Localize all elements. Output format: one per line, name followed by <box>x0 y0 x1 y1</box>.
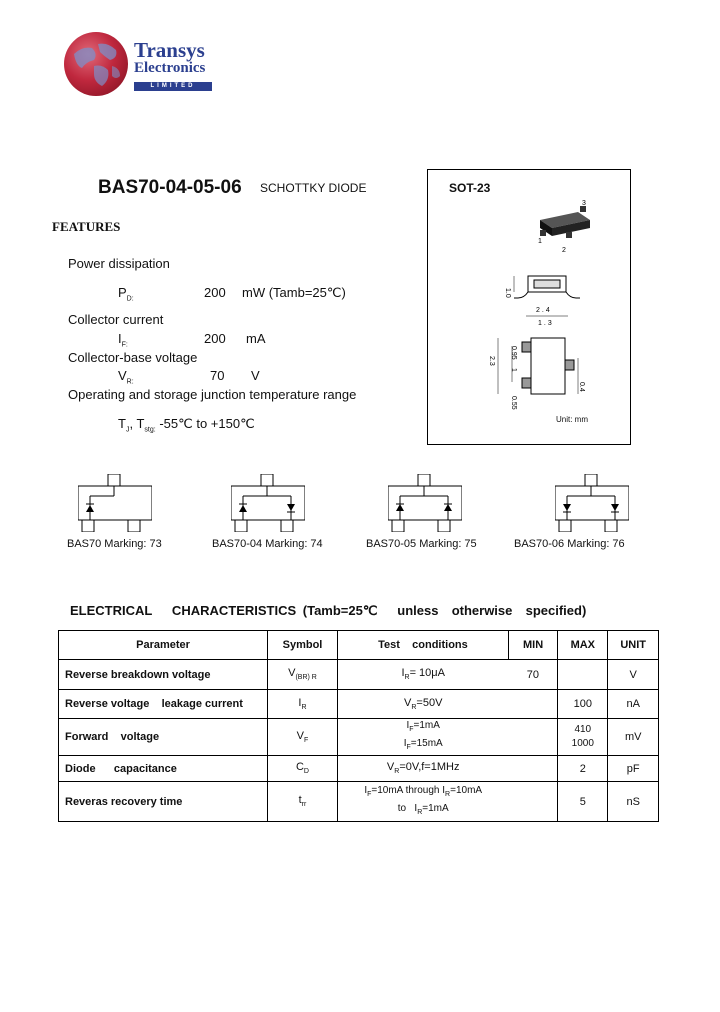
row-min: 70 <box>509 660 558 690</box>
header-unit: UNIT <box>608 631 659 660</box>
table-row <box>59 660 659 690</box>
row-symbol: $V_F$ <box>268 719 338 756</box>
row-parameter: Forward voltage <box>59 719 268 756</box>
dim-2-4: 2.4 <box>536 307 552 314</box>
row-conditions: $I_F=1mA$ $I_F=15mA$ <box>337 719 508 756</box>
row-unit: nS <box>608 782 659 822</box>
header-min: MIN <box>509 631 558 660</box>
vr-unit: V <box>251 368 260 383</box>
dim-1-3: 1.3 <box>538 320 554 327</box>
diode-icon <box>611 504 619 511</box>
diode-icon <box>563 504 571 511</box>
row-conditions: $I_F=10mA$ through $I_R=10mA$ to $I_R=1mA$ <box>337 782 508 822</box>
vr-value: 70 <box>210 368 225 383</box>
package-title: SOT-23 <box>449 181 491 195</box>
dim-1: 1 <box>510 368 517 372</box>
row-max: 100 <box>558 690 608 719</box>
row-min <box>509 690 558 719</box>
row-unit: nA <box>608 690 659 719</box>
row-max: 410 1000 <box>558 719 608 756</box>
pd-unit: mW (Tamb=25℃) <box>242 285 346 300</box>
company-logo-globe <box>64 32 128 96</box>
collector-current-label: Collector current <box>68 312 164 327</box>
features-heading: FEATURES <box>52 219 121 234</box>
row-symbol: $t_{rr}$ <box>268 782 338 822</box>
row-parameter: Reverse voltage leakage current <box>59 690 268 719</box>
electrical-characteristics-table <box>58 630 659 822</box>
pin1-label: 1 <box>538 238 542 245</box>
header-symbol: Symbol <box>268 631 338 660</box>
dim-0-4: 0.4 <box>578 382 585 392</box>
company-subname: Electronics <box>134 60 206 76</box>
diode-icon <box>239 505 247 512</box>
table-row <box>59 690 659 719</box>
company-limited-tag: LIMITED <box>134 82 212 91</box>
row-parameter: Diode capacitance <box>59 756 268 782</box>
pd-value: 200 <box>204 285 226 300</box>
row-min <box>509 756 558 782</box>
sot23-side-view <box>514 276 580 298</box>
row-unit: pF <box>608 756 659 782</box>
row-conditions: $V_R=50V$ <box>337 690 508 719</box>
row-symbol: $I_R$ <box>268 690 338 719</box>
globe-icon <box>64 32 128 96</box>
row-unit: mV <box>608 719 659 756</box>
dim-1-0: 1.0 <box>504 288 511 298</box>
header-parameter: Parameter <box>59 631 268 660</box>
table-row <box>59 756 659 782</box>
bas70-06-marking-caption: BAS70-06 Marking: 76 <box>514 538 625 550</box>
temperature-range-label: Operating and storage junction temperature range <box>68 387 357 402</box>
table-row <box>59 782 659 822</box>
temperature-range-value: $T_J$, $T_{stg:}$ -55℃ to +150℃ <box>118 416 255 434</box>
row-parameter: Reverse breakdown voltage <box>59 660 268 690</box>
diode-icon <box>287 504 295 511</box>
table-header-row <box>59 631 659 660</box>
row-min <box>509 782 558 822</box>
bas70-04-marking-caption: BAS70-04 Marking: 74 <box>212 538 323 550</box>
bas70-schematic <box>78 474 152 532</box>
row-max <box>558 660 608 690</box>
dim-2-3: 2.3 <box>488 356 495 366</box>
bas70-05-marking-caption: BAS70-05 Marking: 75 <box>366 538 477 550</box>
row-unit: V <box>608 660 659 690</box>
package-unit-label: Unit: mm <box>556 415 588 424</box>
part-description: SCHOTTKY DIODE <box>260 181 367 195</box>
row-symbol: $C_D$ <box>268 756 338 782</box>
dim-0-55: 0.55 <box>510 396 517 410</box>
electrical-characteristics-title: ELECTRICAL CHARACTERISTICS (Tamb=25℃ unless otherwise specified) <box>70 603 587 618</box>
bas70-04-schematic <box>231 474 305 532</box>
if-value: 200 <box>204 331 226 346</box>
sot23-top-view <box>498 338 578 394</box>
row-conditions: $I_R= 10\mu A$ <box>337 660 508 690</box>
diode-icon <box>396 504 404 511</box>
row-max: 2 <box>558 756 608 782</box>
if-symbol: $I_{F:}$ <box>118 331 128 349</box>
row-symbol: $V_{(BR) R}$ <box>268 660 338 690</box>
vr-symbol: $V_{R:}$ <box>118 368 134 386</box>
company-name: Transys <box>134 38 205 62</box>
row-conditions: $V_R=0V,f=1MHz$ <box>337 756 508 782</box>
header-conditions: Test conditions <box>337 631 508 660</box>
diode-icon <box>86 505 94 512</box>
header-max: MAX <box>558 631 608 660</box>
power-dissipation-label: Power dissipation <box>68 256 170 271</box>
row-parameter: Reveras recovery time <box>59 782 268 822</box>
sot23-3d-view <box>540 206 590 238</box>
part-number: BAS70-04-05-06 <box>98 177 242 198</box>
diode-icon <box>444 504 452 511</box>
dim-0-95: 0.95 <box>510 346 517 360</box>
sot23-package-drawing <box>428 170 628 442</box>
collector-base-voltage-label: Collector-base voltage <box>68 350 198 365</box>
row-min <box>509 719 558 756</box>
table-row <box>59 719 659 756</box>
bas70-06-schematic <box>555 474 629 532</box>
pin2-label: 2 <box>562 247 566 254</box>
bas70-05-schematic <box>388 474 462 532</box>
pin3-label: 3 <box>582 200 586 207</box>
if-unit: mA <box>246 331 266 346</box>
bas70-marking-caption: BAS70 Marking: 73 <box>67 538 162 550</box>
row-max: 5 <box>558 782 608 822</box>
pd-symbol: $P_{D:}$ <box>118 285 134 303</box>
